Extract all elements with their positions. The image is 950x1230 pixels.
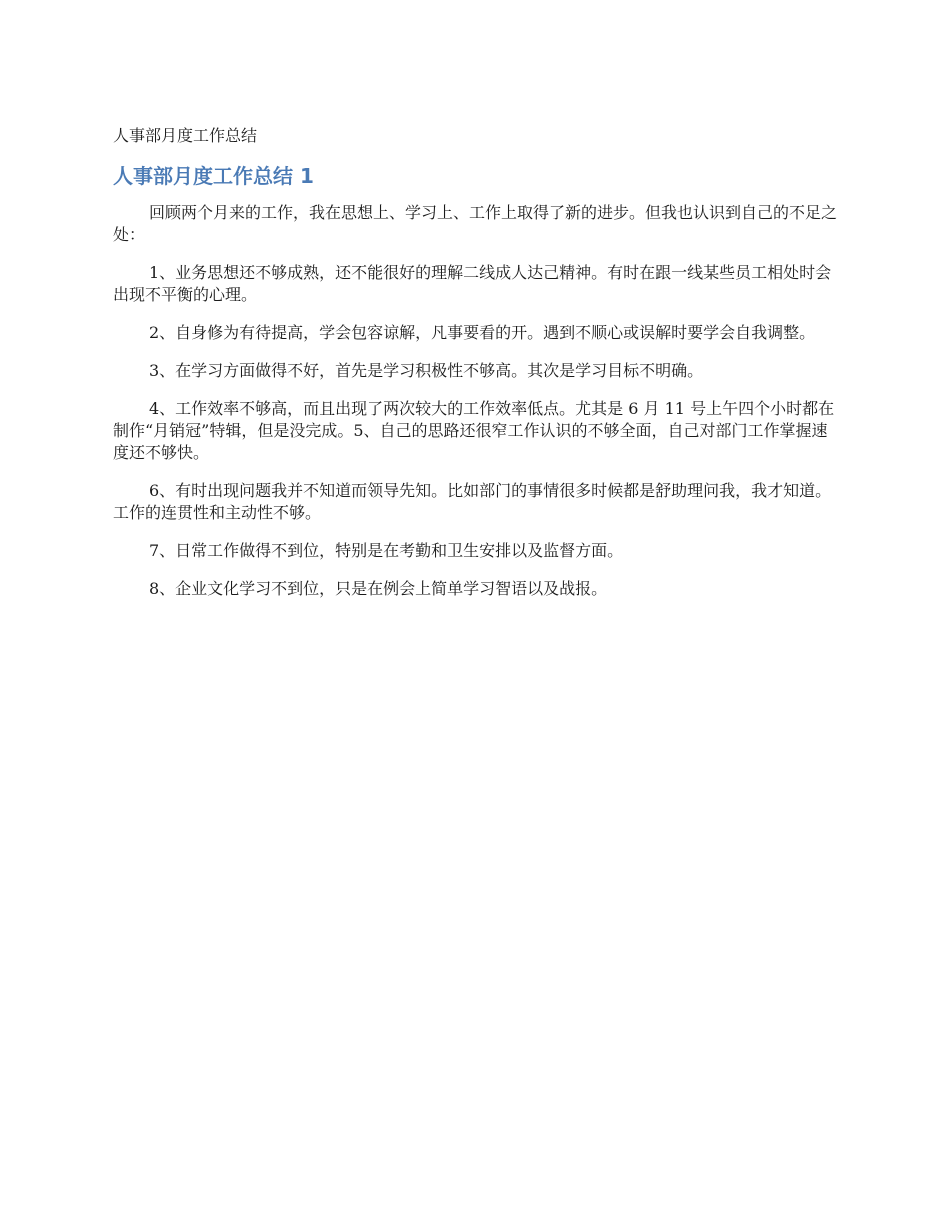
section-heading: 人事部月度工作总结 1 xyxy=(113,164,314,188)
document-body xyxy=(113,124,841,616)
paragraph-intro: 回顾两个月来的工作，我在思想上、学习上、工作上取得了新的进步。但我也认识到自己的不足之处： xyxy=(113,203,838,244)
paragraph-item-7: 7、日常工作做得不到位，特别是在考勤和卫生安排以及监督方面。 xyxy=(149,541,624,560)
paragraph-item-8: 8、企业文化学习不到位，只是在例会上简单学习智语以及战报。 xyxy=(149,579,608,598)
paragraph-item-6: 6、有时出现问题我并不知道而领导先知。比如部门的事情很多时候都是舒助理问我，我才知道。工作的连贯性和主动性不够。 xyxy=(113,481,832,522)
paragraph-item-4-5: 4、工作效率不够高，而且出现了两次较大的工作效率低点。尤其是 6 月 11 号上午四个小时都在制作“月销冠”特辑，但是没完成。5、自己的思路还很窄工作认识的不够全面，自己对部门工作掌握速度还不够快。 xyxy=(113,399,835,462)
paragraph-item-1: 1、业务思想还不够成熟，还不能很好的理解二线成人达己精神。有时在跟一线某些员工相处时会出现不平衡的心理。 xyxy=(113,263,832,304)
document-title: 人事部月度工作总结 xyxy=(113,126,258,145)
paragraph-item-3: 3、在学习方面做得不好，首先是学习积极性不够高。其次是学习目标不明确。 xyxy=(149,361,704,380)
paragraph-item-2: 2、自身修为有待提高，学会包容谅解，凡事要看的开。遇到不顺心或误解时要学会自我调整。 xyxy=(149,323,816,342)
